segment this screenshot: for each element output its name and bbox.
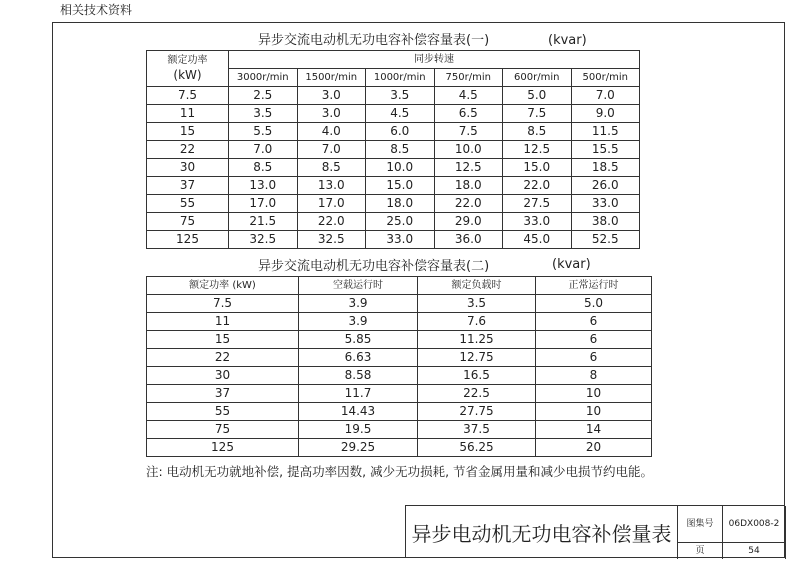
table-cell: 75	[147, 421, 299, 439]
table-cell: 11	[147, 313, 299, 331]
table-cell: 125	[147, 439, 299, 457]
table-cell: 15	[147, 123, 229, 141]
table-cell: 14.43	[299, 403, 418, 421]
table-cell: 18.0	[434, 177, 503, 195]
table-row	[147, 231, 640, 249]
table-cell: 6.5	[434, 105, 503, 123]
table-cell: 4.5	[434, 87, 503, 105]
table-cell: 6	[536, 331, 652, 349]
table1-col0-header: 额定功率 (kW)	[147, 51, 229, 87]
table-cell: 26.0	[571, 177, 640, 195]
table-cell: 12.75	[418, 349, 536, 367]
table-cell: 3.5	[366, 87, 435, 105]
table-cell: 3.5	[229, 105, 298, 123]
table-cell: 7.6	[418, 313, 536, 331]
table-cell: 30	[147, 159, 229, 177]
table-cell: 5.0	[536, 295, 652, 313]
page-label: 页	[678, 543, 723, 559]
table-row	[147, 403, 652, 421]
table-row	[147, 177, 640, 195]
table-cell: 52.5	[571, 231, 640, 249]
table-cell: 22	[147, 349, 299, 367]
table-cell: 7.5	[147, 87, 229, 105]
footnote: 注: 电动机无功就地补偿, 提高功率因数, 减少无功损耗, 节省金属用量和减少电损节约电能。	[146, 464, 654, 479]
table-cell: 25.0	[366, 213, 435, 231]
speed-header: 600r/min	[503, 69, 572, 87]
table-cell: 8	[536, 367, 652, 385]
speed-header: 500r/min	[571, 69, 640, 87]
table-cell: 6	[536, 313, 652, 331]
table-cell: 12.5	[434, 159, 503, 177]
table-row	[147, 367, 652, 385]
table-cell: 15.5	[571, 141, 640, 159]
table-cell: 7.0	[297, 141, 366, 159]
table-cell: 6.63	[299, 349, 418, 367]
table-cell: 8.58	[299, 367, 418, 385]
table-cell: 15	[147, 331, 299, 349]
table1-group-header: 同步转速	[229, 51, 640, 69]
table-cell: 7.5	[434, 123, 503, 141]
table-cell: 32.5	[297, 231, 366, 249]
atlas-label: 图集号	[678, 506, 723, 543]
table-cell: 18.0	[366, 195, 435, 213]
table-cell: 22.0	[503, 177, 572, 195]
table1-title: 异步交流电动机无功电容补偿容量表(一)	[258, 33, 490, 48]
table-cell: 33.0	[503, 213, 572, 231]
table-cell: 11.25	[418, 331, 536, 349]
table-cell: 10.0	[434, 141, 503, 159]
table-row	[147, 385, 652, 403]
table-cell: 18.5	[571, 159, 640, 177]
table-row	[147, 313, 652, 331]
table-row	[147, 159, 640, 177]
table2	[146, 276, 652, 457]
table-cell: 8.5	[229, 159, 298, 177]
table-row	[147, 331, 652, 349]
table-row	[147, 295, 652, 313]
table-cell: 29.25	[299, 439, 418, 457]
table-cell: 13.0	[297, 177, 366, 195]
table-cell: 3.0	[297, 87, 366, 105]
table-cell: 37	[147, 177, 229, 195]
column-header: 空载运行时	[299, 277, 418, 295]
table-cell: 6	[536, 349, 652, 367]
table-cell: 7.0	[571, 87, 640, 105]
speed-header: 1500r/min	[297, 69, 366, 87]
table-cell: 7.0	[229, 141, 298, 159]
table-cell: 10	[536, 403, 652, 421]
table-cell: 16.5	[418, 367, 536, 385]
table-cell: 20	[536, 439, 652, 457]
column-header: 额定负载时	[418, 277, 536, 295]
table-cell: 5.0	[503, 87, 572, 105]
table-cell: 22	[147, 141, 229, 159]
table-cell: 33.0	[571, 195, 640, 213]
table-cell: 9.0	[571, 105, 640, 123]
table2-title: 异步交流电动机无功电容补偿容量表(二)	[258, 259, 490, 274]
section-header: 相关技术资料	[60, 3, 133, 17]
speed-header: 750r/min	[434, 69, 503, 87]
table-cell: 5.5	[229, 123, 298, 141]
table-row	[147, 349, 652, 367]
table2-unit: (kvar)	[552, 257, 591, 272]
speed-header: 3000r/min	[229, 69, 298, 87]
table-cell: 3.5	[418, 295, 536, 313]
table-cell: 27.75	[418, 403, 536, 421]
table-cell: 21.5	[229, 213, 298, 231]
table-cell: 13.0	[229, 177, 298, 195]
table-row	[147, 421, 652, 439]
table-cell: 3.9	[299, 295, 418, 313]
column-header: 额定功率 (kW)	[147, 277, 299, 295]
table-cell: 14	[536, 421, 652, 439]
table-cell: 45.0	[503, 231, 572, 249]
table-cell: 36.0	[434, 231, 503, 249]
table-cell: 22.0	[434, 195, 503, 213]
atlas-number: 06DX008-2	[723, 506, 786, 543]
table-cell: 11	[147, 105, 229, 123]
table1-unit: (kvar)	[548, 33, 587, 48]
table-cell: 22.5	[418, 385, 536, 403]
table-cell: 15.0	[366, 177, 435, 195]
table-cell: 12.5	[503, 141, 572, 159]
table-cell: 27.5	[503, 195, 572, 213]
table-cell: 4.0	[297, 123, 366, 141]
table-cell: 32.5	[229, 231, 298, 249]
table-cell: 22.0	[297, 213, 366, 231]
table-cell: 6.0	[366, 123, 435, 141]
page-number: 54	[723, 543, 786, 559]
table-cell: 37	[147, 385, 299, 403]
table-cell: 29.0	[434, 213, 503, 231]
table-cell: 17.0	[297, 195, 366, 213]
table-cell: 33.0	[366, 231, 435, 249]
table-cell: 55	[147, 403, 299, 421]
table-row	[147, 213, 640, 231]
table-cell: 8.5	[297, 159, 366, 177]
table-cell: 125	[147, 231, 229, 249]
table-cell: 8.5	[366, 141, 435, 159]
table-cell: 7.5	[503, 105, 572, 123]
table-cell: 10	[536, 385, 652, 403]
table-row	[147, 87, 640, 105]
title-block	[405, 505, 785, 558]
table-row	[147, 123, 640, 141]
table-row	[147, 105, 640, 123]
column-header: 正常运行时	[536, 277, 652, 295]
table1	[146, 50, 640, 249]
table-cell: 56.25	[418, 439, 536, 457]
table-cell: 55	[147, 195, 229, 213]
table-cell: 30	[147, 367, 299, 385]
table-cell: 17.0	[229, 195, 298, 213]
table-cell: 11.5	[571, 123, 640, 141]
table-cell: 37.5	[418, 421, 536, 439]
table-cell: 75	[147, 213, 229, 231]
table-row	[147, 141, 640, 159]
table-cell: 15.0	[503, 159, 572, 177]
table-cell: 3.9	[299, 313, 418, 331]
speed-header: 1000r/min	[366, 69, 435, 87]
table-row	[147, 439, 652, 457]
table-cell: 5.85	[299, 331, 418, 349]
table-cell: 19.5	[299, 421, 418, 439]
table-cell: 3.0	[297, 105, 366, 123]
table-row	[147, 195, 640, 213]
table-cell: 38.0	[571, 213, 640, 231]
table-cell: 7.5	[147, 295, 299, 313]
drawing-title: 异步电动机无功电容补偿量表	[406, 506, 678, 559]
table-cell: 10.0	[366, 159, 435, 177]
table-cell: 8.5	[503, 123, 572, 141]
table-cell: 4.5	[366, 105, 435, 123]
table-cell: 2.5	[229, 87, 298, 105]
table-cell: 11.7	[299, 385, 418, 403]
